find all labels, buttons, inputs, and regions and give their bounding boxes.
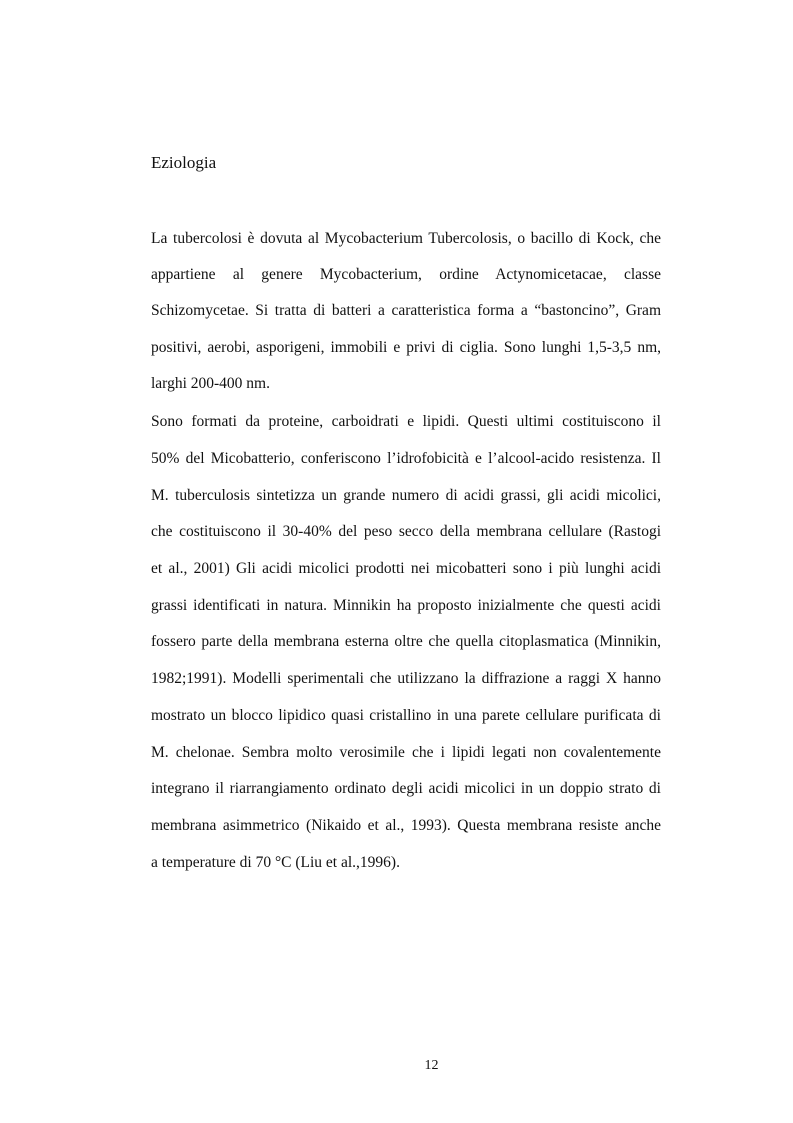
paragraph-line: M. tuberculosis sintetizza un grande numero di acidi grassi, gli acidi micolici, — [151, 487, 661, 504]
paragraph-line: mostrato un blocco lipidico quasi cristallino in una parete cellulare purificata di — [151, 707, 661, 724]
paragraph-line: larghi 200-400 nm. — [151, 375, 270, 392]
paragraph-line: membrana asimmetrico (Nikaido et al., 1993). Questa membrana resiste anche — [151, 817, 661, 834]
paragraph-line: et al., 2001) Gli acidi micolici prodotti nei micobatteri sono i più lunghi acidi — [151, 560, 661, 577]
paragraph-line: fossero parte della membrana esterna oltre che quella citoplasmatica (Minnikin, — [151, 633, 661, 650]
paragraph-line: La tubercolosi è dovuta al Mycobacterium Tubercolosis, o bacillo di Kock, che — [151, 230, 661, 247]
paragraph-line: appartiene al genere Mycobacterium, ordine Actynomicetacae, classe — [151, 266, 661, 283]
paragraph-line: Schizomycetae. Si tratta di batteri a caratteristica forma a “bastoncino”, Gram — [151, 302, 661, 319]
paragraph-line: M. chelonae. Sembra molto verosimile che i lipidi legati non covalentemente — [151, 744, 661, 761]
page-number: 12 — [424, 1058, 439, 1073]
section-heading: Eziologia — [151, 153, 217, 172]
paragraph-line: 1982;1991). Modelli sperimentali che utilizzano la diffrazione a raggi X hanno — [151, 670, 661, 687]
paragraph-line: grassi identificati in natura. Minnikin ha proposto inizialmente che questi acidi — [151, 597, 661, 614]
paragraph-line: a temperature di 70 °C (Liu et al.,1996). — [151, 854, 400, 871]
paragraph-line: positivi, aerobi, asporigeni, immobili e privi di ciglia. Sono lunghi 1,5-3,5 nm, — [151, 339, 661, 356]
paragraph-line: integrano il riarrangiamento ordinato degli acidi micolici in un doppio strato di — [151, 780, 661, 797]
paragraph-line: che costituiscono il 30-40% del peso secco della membrana cellulare (Rastogi — [151, 523, 661, 540]
paragraph-line: Sono formati da proteine, carboidrati e lipidi. Questi ultimi costituiscono il — [151, 413, 661, 430]
paragraph-line: 50% del Micobatterio, conferiscono l’idrofobicità e l’alcool-acido resistenza. Il — [151, 450, 661, 467]
